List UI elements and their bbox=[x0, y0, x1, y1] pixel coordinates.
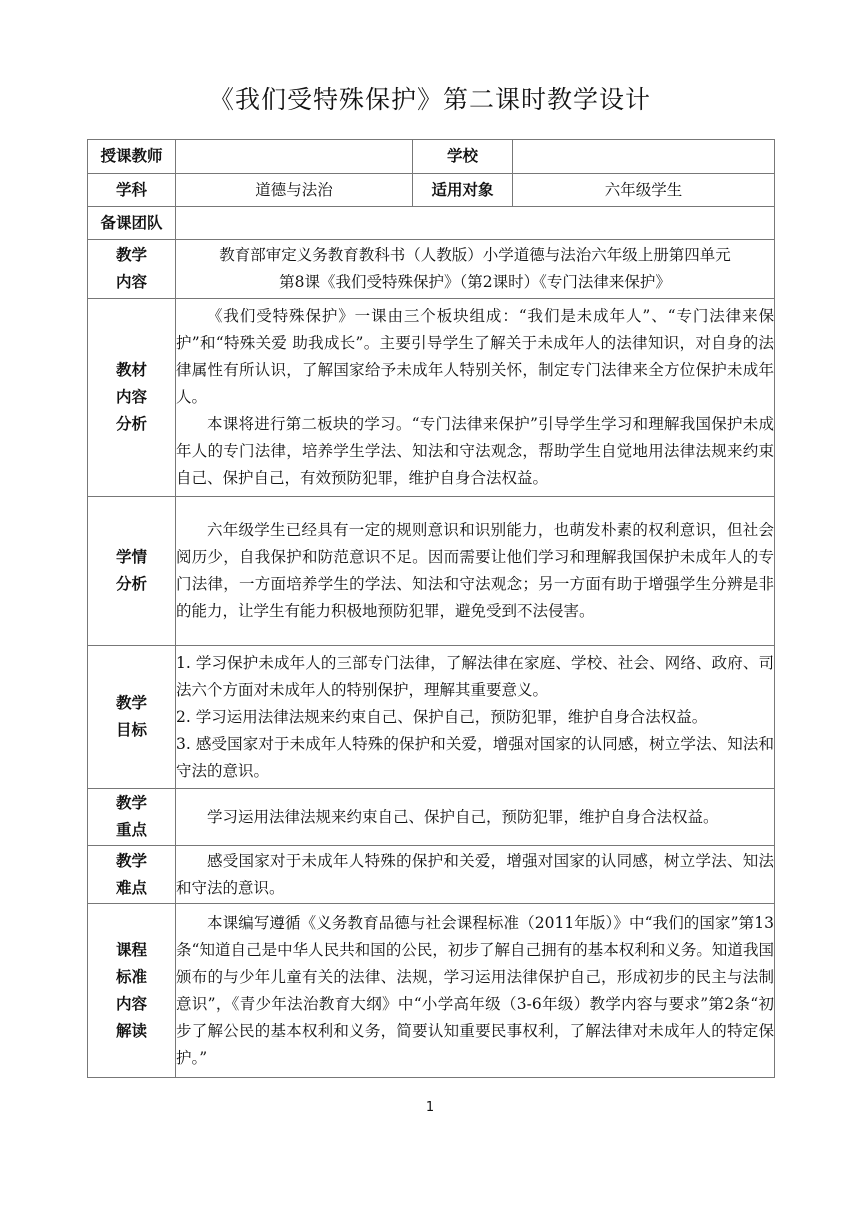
page-number: 1 bbox=[425, 1100, 435, 1115]
difficulty-label bbox=[88, 846, 176, 904]
row-focus bbox=[88, 789, 775, 846]
subject-label: 学科 bbox=[88, 174, 176, 207]
students-label-line: 学情 bbox=[115, 548, 147, 566]
lesson-plan-table bbox=[87, 139, 775, 1078]
material-label bbox=[88, 299, 176, 497]
goals-label bbox=[88, 646, 176, 789]
material-paragraph: 《我们受特殊保护》一课由三个板块组成：“我们是未成年人”、“专门法律来保护”和“特殊关爱 助我成长”。主要引导学生了解关于未成年人的法律知识，对自身的法律属性有所认识，了解国家给予未成年人特别关怀，制定专门法律来全方位保护未成年人。 bbox=[176, 307, 774, 406]
goal-item: 2. 学习运用法律法规来约束自己、保护自己，预防犯罪，维护自身合法权益。 bbox=[176, 707, 708, 726]
standard-paragraph: 本课编写遵循《义务教育品德与社会课程标准（2011年版）》中“我们的国家”第13条“知道自己是中华人民共和国的公民，初步了解自己拥有的基本权利和义务。知道我国颁布的与少年儿童有关的法律、法规，学习运用法律保护自己，形成初步的民主与法制意识”，《青少年法治教育大纲》中“小学高年级（3-6年级）教学内容与要求”第2条“初步了解公民的基本权利和义务，简要认知重要民事权利，了解法律对未成年人的特定保护。” bbox=[176, 913, 774, 1067]
difficulty-label-line: 难点 bbox=[115, 878, 147, 897]
students-text bbox=[176, 497, 775, 646]
standard-text bbox=[176, 904, 775, 1078]
content-label-line: 内容 bbox=[115, 273, 147, 291]
row-team bbox=[88, 207, 775, 240]
difficulty-label-line: 教学 bbox=[115, 851, 147, 870]
goal-item: 1. 学习保护未成年人的三部专门法律，了解法律在家庭、学校、社会、网络、政府、司法六个方面对未成年人的特别保护，理解其重要意义。 bbox=[176, 653, 774, 699]
content-label bbox=[88, 240, 176, 299]
students-label bbox=[88, 497, 176, 646]
focus-label-line: 重点 bbox=[115, 821, 147, 839]
goals-label-line: 目标 bbox=[115, 721, 147, 739]
focus-label-line: 教学 bbox=[115, 794, 147, 812]
school-label: 学校 bbox=[413, 140, 513, 174]
target-value: 六年级学生 bbox=[513, 174, 775, 207]
team-value bbox=[176, 207, 775, 240]
goals-list bbox=[176, 646, 775, 789]
target-label: 适用对象 bbox=[413, 174, 513, 207]
row-material-analysis bbox=[88, 299, 775, 497]
material-paragraph: 本课将进行第二板块的学习。“专门法律来保护”引导学生学习和理解我国保护未成年人的专门法律，培养学生学法、知法和守法观念，帮助学生自觉地用法律法规来约束自己、保护自己，有效预防犯罪，维护自身合法权益。 bbox=[176, 415, 774, 487]
students-label-line: 分析 bbox=[115, 575, 147, 593]
row-content bbox=[88, 240, 775, 299]
row-difficulty bbox=[88, 846, 775, 904]
focus-label bbox=[88, 789, 176, 846]
standard-label-line: 解读 bbox=[115, 1021, 147, 1040]
team-label: 备课团队 bbox=[88, 207, 176, 240]
standard-label bbox=[88, 904, 176, 1078]
material-label-line: 内容 bbox=[115, 388, 147, 406]
goals-label-line: 教学 bbox=[115, 694, 147, 712]
goal-item: 3. 感受国家对于未成年人特殊的保护和关爱，增强对国家的认同感，树立学法、知法和守法的意识。 bbox=[176, 734, 774, 780]
row-curriculum-standard bbox=[88, 904, 775, 1078]
teacher-label: 授课教师 bbox=[88, 140, 176, 174]
focus-text bbox=[176, 789, 775, 846]
difficulty-paragraph: 感受国家对于未成年人特殊的保护和关爱，增强对国家的认同感，树立学法、知法和守法的意识。 bbox=[176, 851, 774, 897]
material-text bbox=[176, 299, 775, 497]
content-label-line: 教学 bbox=[115, 246, 147, 264]
students-paragraph: 六年级学生已经具有一定的规则意识和识别能力，也萌发朴素的权利意识，但社会阅历少，自我保护和防范意识不足。因而需要让他们学习和理解我国保护未成年人的专门法律，一方面培养学生的学法、知法和守法观念；另一方面有助于增强学生分辨是非的能力，让学生有能力积极地预防犯罪，避免受到不法侵害。 bbox=[176, 521, 774, 620]
standard-label-line: 标准 bbox=[115, 967, 147, 986]
row-goals bbox=[88, 646, 775, 789]
subject-value: 道德与法治 bbox=[176, 174, 413, 207]
school-value bbox=[513, 140, 775, 174]
teacher-value bbox=[176, 140, 413, 174]
focus-paragraph: 学习运用法律法规来约束自己、保护自己，预防犯罪，维护自身合法权益。 bbox=[207, 807, 719, 826]
row-teacher bbox=[88, 140, 775, 174]
standard-label-line: 内容 bbox=[115, 994, 147, 1013]
material-label-line: 分析 bbox=[115, 415, 147, 433]
content-value bbox=[176, 240, 775, 299]
standard-label-line: 课程 bbox=[115, 940, 147, 959]
document-title: 《我们受特殊保护》第二课时教学设计 bbox=[208, 85, 651, 114]
content-line: 第8课《我们受特殊保护》（第2课时）《专门法律来保护》 bbox=[279, 273, 671, 291]
difficulty-text bbox=[176, 846, 775, 904]
material-label-line: 教材 bbox=[115, 361, 147, 379]
row-subject bbox=[88, 174, 775, 207]
content-line: 教育部审定义务教育教科书（人教版）小学道德与法治六年级上册第四单元 bbox=[219, 246, 731, 264]
row-student-analysis bbox=[88, 497, 775, 646]
